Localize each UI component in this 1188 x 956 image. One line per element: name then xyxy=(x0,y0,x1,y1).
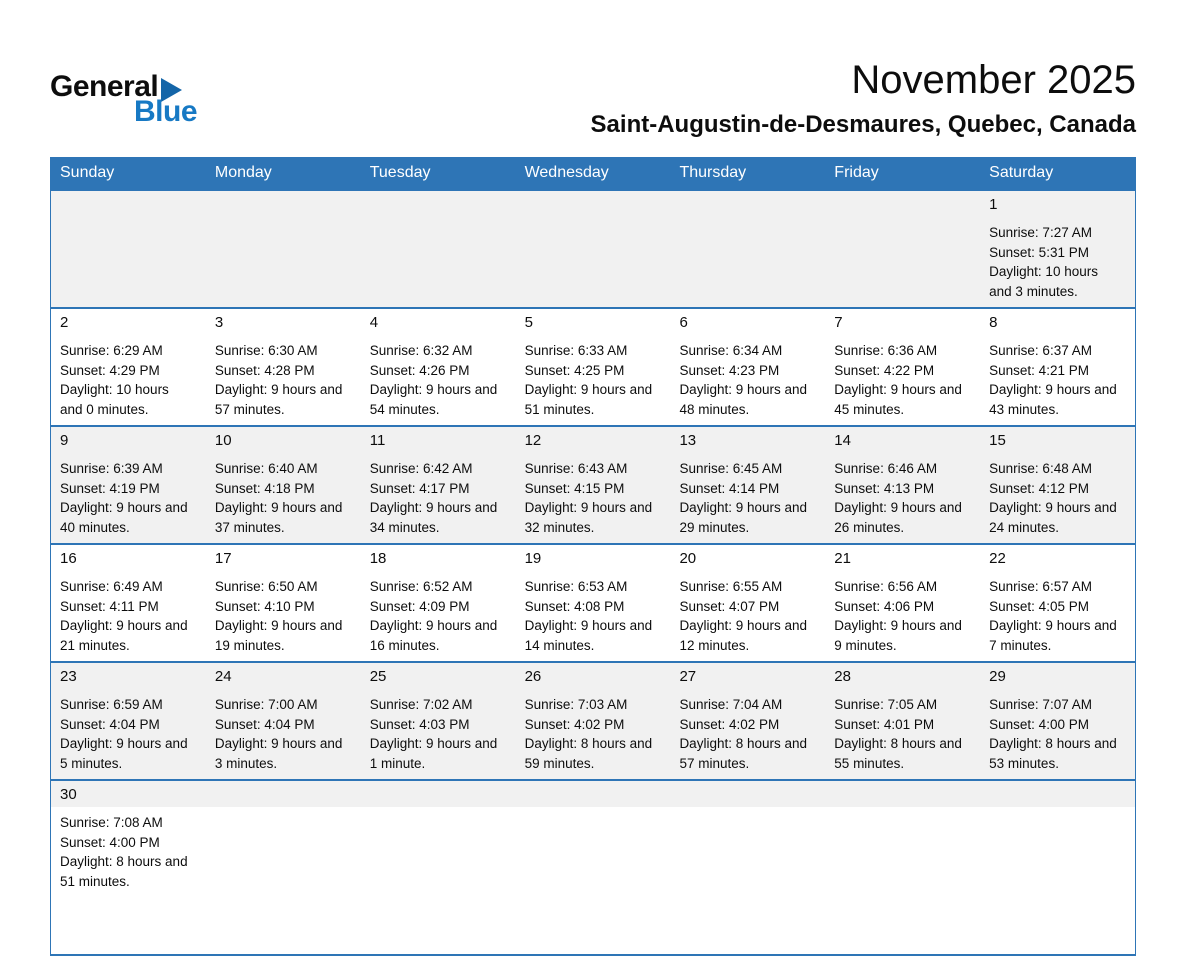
page-header xyxy=(50,56,1136,140)
day-info-line: Daylight: 9 hours and 5 minutes. xyxy=(60,736,188,771)
day-info-line: Sunrise: 7:03 AM xyxy=(524,697,628,712)
day-info-line: Sunset: 4:07 PM xyxy=(679,598,780,614)
day-info-line: Sunrise: 7:02 AM xyxy=(369,697,473,712)
day-number: 23 xyxy=(60,668,77,685)
week-row xyxy=(51,189,1135,307)
day-info-line: Sunrise: 7:04 AM xyxy=(679,697,783,712)
logo-text-general: General xyxy=(50,70,159,103)
day-info-line: Sunset: 4:28 PM xyxy=(214,362,315,378)
day-number: 12 xyxy=(524,432,542,449)
page-title: November 2025 xyxy=(851,58,1136,102)
day-cell-16 xyxy=(51,545,206,661)
day-info-line: Sunrise: 6:53 AM xyxy=(524,579,628,594)
empty-day-cell xyxy=(361,191,516,307)
day-info-line: Sunset: 4:02 PM xyxy=(679,716,780,732)
day-info-line: Sunset: 4:13 PM xyxy=(834,480,935,496)
day-number: 18 xyxy=(369,550,387,567)
day-info-line: Sunset: 4:12 PM xyxy=(989,480,1089,496)
weekday-tuesday: Tuesday xyxy=(369,164,431,181)
week-row xyxy=(51,543,1135,661)
day-info-line: Sunrise: 6:46 AM xyxy=(834,461,938,476)
day-info-line: Sunset: 4:08 PM xyxy=(524,598,625,614)
day-info-line: Sunrise: 6:43 AM xyxy=(524,461,628,476)
day-info-line: Daylight: 9 hours and 16 minutes. xyxy=(369,618,498,653)
day-number: 4 xyxy=(369,314,379,331)
day-info-line: Daylight: 9 hours and 1 minute. xyxy=(369,736,498,771)
page-subtitle: Saint-Augustin-de-Desmaures, Quebec, Canada xyxy=(590,111,1136,138)
day-info-line: Sunrise: 7:08 AM xyxy=(60,815,163,830)
day-info-line: Daylight: 9 hours and 14 minutes. xyxy=(524,618,653,653)
weekday-sunday: Sunday xyxy=(60,164,115,181)
day-number: 14 xyxy=(834,432,851,449)
day-info-line: Sunrise: 6:55 AM xyxy=(679,579,783,594)
day-info-line: Sunset: 4:10 PM xyxy=(214,598,315,614)
day-number: 13 xyxy=(679,432,697,449)
day-info-line: Daylight: 9 hours and 21 minutes. xyxy=(60,618,188,653)
day-info-line: Sunrise: 6:59 AM xyxy=(60,697,163,712)
day-cell-15 xyxy=(980,427,1135,543)
day-cell-24 xyxy=(206,663,361,779)
day-number: 7 xyxy=(834,314,843,331)
day-info-line: Sunset: 4:04 PM xyxy=(60,716,160,732)
day-cell-19 xyxy=(516,545,671,661)
day-info-line: Sunset: 4:22 PM xyxy=(834,362,935,378)
day-info-line: Sunrise: 6:49 AM xyxy=(60,579,163,594)
weekday-monday: Monday xyxy=(214,164,272,181)
day-info-line: Daylight: 9 hours and 57 minutes. xyxy=(214,382,343,417)
day-info-line: Daylight: 8 hours and 51 minutes. xyxy=(60,854,188,889)
day-info-line: Daylight: 9 hours and 19 minutes. xyxy=(214,618,343,653)
empty-day-cell xyxy=(825,781,980,954)
day-number: 25 xyxy=(369,668,387,685)
day-number: 17 xyxy=(214,550,232,567)
day-info-line: Sunset: 4:11 PM xyxy=(60,598,159,614)
day-cell-22 xyxy=(980,545,1135,661)
day-info-line: Sunrise: 6:29 AM xyxy=(60,343,163,358)
day-info-line: Daylight: 9 hours and 29 minutes. xyxy=(679,500,808,535)
empty-day-cell xyxy=(516,781,671,954)
day-info-line: Sunset: 4:15 PM xyxy=(524,480,625,496)
calendar-weeks xyxy=(51,189,1135,954)
day-number: 30 xyxy=(60,786,77,803)
day-info-line: Sunrise: 6:48 AM xyxy=(989,461,1092,476)
day-info-line: Sunrise: 6:45 AM xyxy=(679,461,783,476)
day-info-line: Sunset: 4:29 PM xyxy=(60,362,160,378)
day-cell-3 xyxy=(206,309,361,425)
day-cell-8 xyxy=(980,309,1135,425)
day-number: 2 xyxy=(60,314,69,331)
week-row xyxy=(51,661,1135,779)
day-info-line: Sunset: 4:00 PM xyxy=(60,834,160,850)
day-info-line: Daylight: 9 hours and 26 minutes. xyxy=(834,500,962,535)
weekday-friday: Friday xyxy=(834,164,879,181)
empty-day-cell xyxy=(206,191,361,307)
general-blue-logo xyxy=(50,72,197,127)
day-info-line: Sunrise: 6:39 AM xyxy=(60,461,163,476)
day-cell-23 xyxy=(51,663,206,779)
day-number: 29 xyxy=(989,668,1006,685)
day-info-line: Sunrise: 6:52 AM xyxy=(369,579,473,594)
day-info-line: Daylight: 10 hours and 3 minutes. xyxy=(989,264,1098,299)
day-cell-13 xyxy=(670,427,825,543)
empty-day-cell xyxy=(670,191,825,307)
empty-day-cell xyxy=(516,191,671,307)
day-number: 3 xyxy=(214,314,224,331)
title-block xyxy=(591,56,1136,140)
day-info-line: Sunset: 4:01 PM xyxy=(834,716,935,732)
week-row xyxy=(51,307,1135,425)
day-info-line: Sunrise: 7:27 AM xyxy=(989,225,1092,240)
day-info-line: Sunset: 4:00 PM xyxy=(989,716,1089,732)
day-number: 28 xyxy=(834,668,851,685)
day-info-line: Daylight: 9 hours and 40 minutes. xyxy=(60,500,188,535)
day-info-line: Sunset: 4:18 PM xyxy=(214,480,315,496)
day-cell-11 xyxy=(361,427,516,543)
day-number: 10 xyxy=(214,432,232,449)
day-cell-7 xyxy=(825,309,980,425)
day-number: 22 xyxy=(989,550,1006,567)
logo-text-blue: Blue xyxy=(134,95,198,128)
day-cell-2 xyxy=(51,309,206,425)
empty-day-cell xyxy=(825,191,980,307)
day-cell-25 xyxy=(361,663,516,779)
day-cell-29 xyxy=(980,663,1135,779)
day-cell-21 xyxy=(825,545,980,661)
day-cell-4 xyxy=(361,309,516,425)
day-info-line: Daylight: 9 hours and 3 minutes. xyxy=(214,736,343,771)
day-info-line: Sunrise: 6:40 AM xyxy=(214,461,318,476)
day-cell-20 xyxy=(670,545,825,661)
day-info-line: Daylight: 8 hours and 59 minutes. xyxy=(524,736,653,771)
day-info-line: Sunrise: 6:33 AM xyxy=(524,343,628,358)
day-cell-9 xyxy=(51,427,206,543)
day-info-line: Sunset: 4:09 PM xyxy=(369,598,470,614)
day-info-line: Sunrise: 6:34 AM xyxy=(679,343,783,358)
day-cell-18 xyxy=(361,545,516,661)
empty-day-cell xyxy=(980,781,1135,954)
empty-day-cell xyxy=(670,781,825,954)
day-number: 1 xyxy=(989,196,998,213)
day-number: 27 xyxy=(679,668,697,685)
day-info-line: Daylight: 9 hours and 37 minutes. xyxy=(214,500,343,535)
day-info-line: Sunrise: 6:56 AM xyxy=(834,579,938,594)
day-cell-12 xyxy=(516,427,671,543)
day-info-line: Daylight: 9 hours and 32 minutes. xyxy=(524,500,653,535)
day-number: 15 xyxy=(989,432,1006,449)
day-info-line: Sunset: 5:31 PM xyxy=(989,244,1089,260)
calendar-table xyxy=(50,157,1136,956)
day-cell-27 xyxy=(670,663,825,779)
day-number: 9 xyxy=(60,432,69,449)
empty-day-cell xyxy=(361,781,516,954)
day-info-line: Daylight: 9 hours and 51 minutes. xyxy=(524,382,653,417)
day-info-line: Daylight: 10 hours and 0 minutes. xyxy=(60,382,169,417)
day-cell-6 xyxy=(670,309,825,425)
day-number: 20 xyxy=(679,550,697,567)
day-info-line: Sunrise: 7:07 AM xyxy=(989,697,1092,712)
day-cell-30 xyxy=(51,781,206,954)
day-cell-28 xyxy=(825,663,980,779)
day-cell-17 xyxy=(206,545,361,661)
day-info-line: Daylight: 9 hours and 7 minutes. xyxy=(989,618,1117,653)
day-info-line: Sunset: 4:02 PM xyxy=(524,716,625,732)
day-cell-10 xyxy=(206,427,361,543)
day-cell-26 xyxy=(516,663,671,779)
day-info-line: Sunset: 4:05 PM xyxy=(989,598,1089,614)
day-info-line: Sunrise: 6:32 AM xyxy=(369,343,473,358)
day-number: 16 xyxy=(60,550,77,567)
day-info-line: Sunset: 4:06 PM xyxy=(834,598,935,614)
day-info-line: Daylight: 8 hours and 57 minutes. xyxy=(679,736,808,771)
weekday-wednesday: Wednesday xyxy=(524,164,609,181)
day-info-line: Sunset: 4:19 PM xyxy=(60,480,160,496)
day-info-line: Daylight: 9 hours and 54 minutes. xyxy=(369,382,498,417)
day-info-line: Sunset: 4:25 PM xyxy=(524,362,625,378)
day-info-line: Daylight: 9 hours and 9 minutes. xyxy=(834,618,962,653)
day-info-line: Daylight: 9 hours and 45 minutes. xyxy=(834,382,962,417)
day-number: 5 xyxy=(524,314,533,331)
day-info-line: Sunrise: 6:57 AM xyxy=(989,579,1092,594)
week-row xyxy=(51,425,1135,543)
day-info-line: Sunset: 4:14 PM xyxy=(679,480,780,496)
day-info-line: Sunrise: 7:00 AM xyxy=(214,697,318,712)
week-row xyxy=(51,779,1135,954)
day-info-line: Sunrise: 6:36 AM xyxy=(834,343,938,358)
day-info-line: Sunrise: 6:30 AM xyxy=(214,343,318,358)
day-info-line: Sunrise: 6:37 AM xyxy=(989,343,1092,358)
day-info-line: Sunset: 4:03 PM xyxy=(369,716,470,732)
weekday-thursday: Thursday xyxy=(679,164,747,181)
day-cell-1 xyxy=(980,191,1135,307)
day-info-line: Sunset: 4:04 PM xyxy=(214,716,315,732)
day-number: 6 xyxy=(679,314,688,331)
day-info-line: Daylight: 9 hours and 43 minutes. xyxy=(989,382,1117,417)
day-info-line: Sunrise: 7:05 AM xyxy=(834,697,938,712)
weekday-saturday: Saturday xyxy=(989,164,1054,181)
day-info-line: Daylight: 9 hours and 12 minutes. xyxy=(679,618,808,653)
day-info-line: Sunrise: 6:42 AM xyxy=(369,461,473,476)
day-info-line: Daylight: 9 hours and 48 minutes. xyxy=(679,382,808,417)
day-info-line: Daylight: 8 hours and 53 minutes. xyxy=(989,736,1117,771)
day-number: 11 xyxy=(369,432,386,449)
day-number: 24 xyxy=(214,668,232,685)
day-number: 8 xyxy=(989,314,998,331)
day-info-line: Daylight: 9 hours and 24 minutes. xyxy=(989,500,1117,535)
day-info-line: Sunset: 4:23 PM xyxy=(679,362,780,378)
day-info-line: Daylight: 8 hours and 55 minutes. xyxy=(834,736,962,771)
day-info-line: Sunset: 4:21 PM xyxy=(989,362,1089,378)
day-info-line: Sunset: 4:26 PM xyxy=(369,362,470,378)
empty-day-cell xyxy=(51,191,206,307)
day-cell-5 xyxy=(516,309,671,425)
day-cell-14 xyxy=(825,427,980,543)
day-number: 21 xyxy=(834,550,851,567)
empty-day-cell xyxy=(206,781,361,954)
day-info-line: Daylight: 9 hours and 34 minutes. xyxy=(369,500,498,535)
day-info-line: Sunset: 4:17 PM xyxy=(369,480,470,496)
day-info-line: Sunrise: 6:50 AM xyxy=(214,579,318,594)
day-number: 19 xyxy=(524,550,542,567)
day-number: 26 xyxy=(524,668,542,685)
weekday-header-row xyxy=(51,157,1135,189)
